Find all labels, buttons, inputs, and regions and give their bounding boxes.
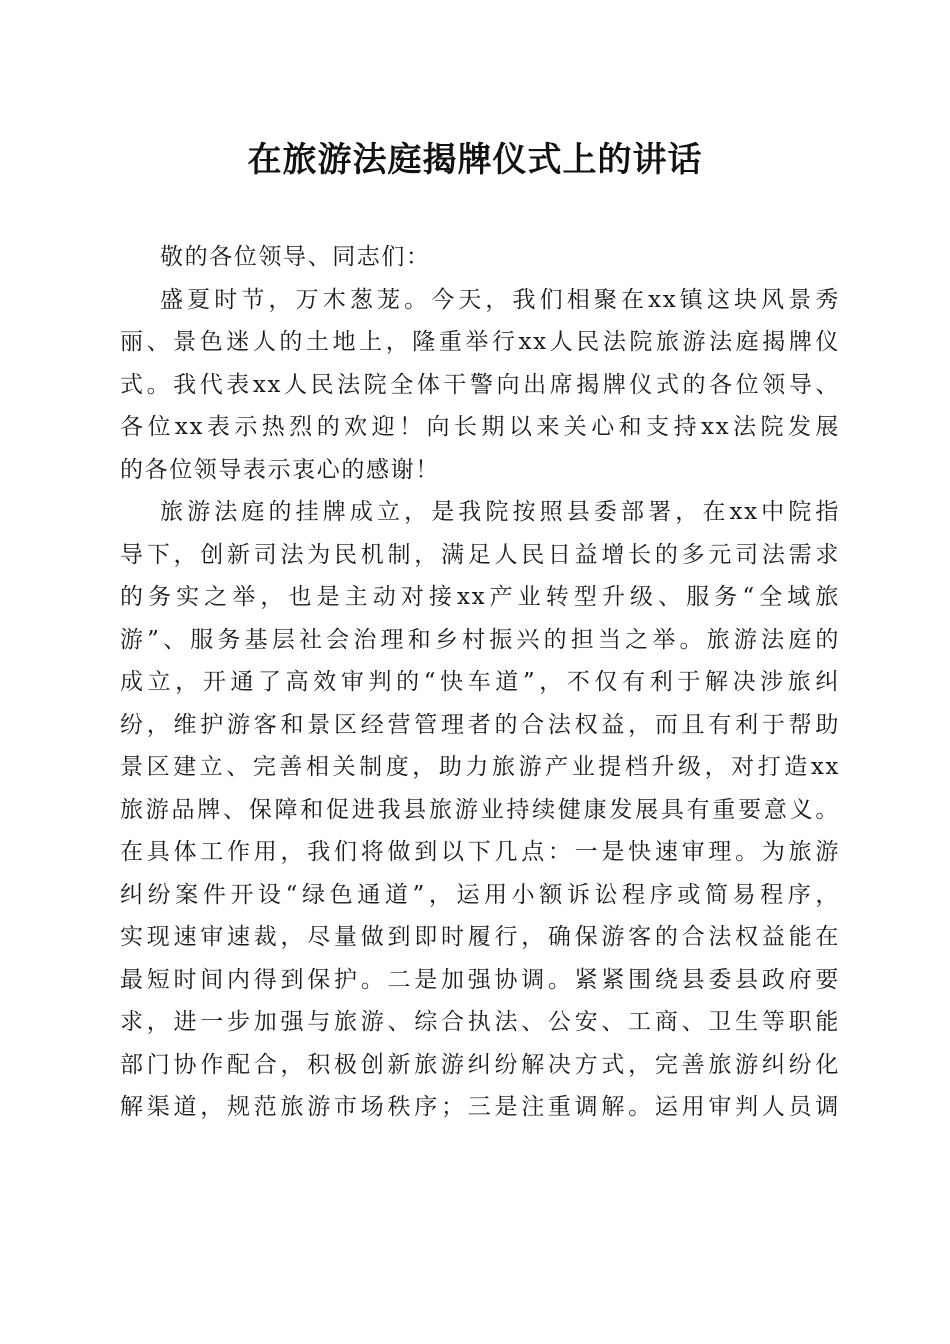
paragraph-line: 在具体工作用，我们将做到以下几点：一是快速审理。为旅游 [120, 839, 840, 865]
paragraph-line: 景区建立、完善相关制度，助力旅游产业提档升级，对打造xx [120, 754, 840, 780]
paragraph-line: 导下，创新司法为民机制，满足人民日益增长的多元司法需求 [120, 541, 840, 568]
paragraph-line: 式。我代表xx人民法院全体干警向出席揭牌仪式的各位领导、 [120, 371, 840, 398]
document-title: 在旅游法庭揭牌仪式上的讲话 [247, 140, 703, 180]
paragraph-line: 的务实之举，也是主动对接xx产业转型升级、服务“全域旅 [120, 584, 840, 610]
paragraph-line: 部门协作配合，积极创新旅游纠纷解决方式，完善旅游纠纷化 [120, 1051, 840, 1078]
paragraph-line: 丽、景色迷人的土地上，隆重举行xx人民法院旅游法庭揭牌仪 [120, 329, 840, 355]
paragraph-line: 盛夏时节，万木葱茏。今天，我们相聚在xx镇这块风景秀 [160, 286, 840, 313]
paragraph-line: 各位xx表示热烈的欢迎！向长期以来关心和支持xx法院发展 [120, 414, 840, 440]
paragraph-line: 旅游法庭的挂牌成立，是我院按照县委部署，在xx中院指 [160, 499, 840, 525]
paragraph-line: 游”、服务基层社会治理和乡村振兴的担当之举。旅游法庭的 [120, 626, 840, 653]
paragraph-line: 旅游品牌、保障和促进我县旅游业持续健康发展具有重要意义。 [120, 796, 840, 823]
paragraph-line: 纠纷案件开设“绿色通道”，运用小额诉讼程序或简易程序， [120, 881, 840, 908]
salutation-line: 敬的各位领导、同志们： [160, 244, 431, 270]
paragraph-line: 解渠道，规范旅游市场秩序；三是注重调解。运用审判人员调 [120, 1094, 840, 1120]
document-body [120, 236, 840, 1129]
paragraph-line: 的各位领导表示衷心的感谢！ [120, 456, 440, 483]
paragraph-line: 求，进一步加强与旅游、综合执法、公安、工商、卫生等职能 [120, 1009, 840, 1035]
paragraph-line: 最短时间内得到保护。二是加强协调。紧紧围绕县委县政府要 [120, 966, 840, 993]
paragraph-line: 纷，维护游客和景区经营管理者的合法权益，而且有利于帮助 [120, 711, 840, 738]
paragraph-line: 实现速审速裁，尽量做到即时履行，确保游客的合法权益能在 [120, 924, 840, 950]
paragraph-line: 成立，开通了高效审判的“快车道”，不仅有利于解决涉旅纠 [120, 669, 840, 695]
